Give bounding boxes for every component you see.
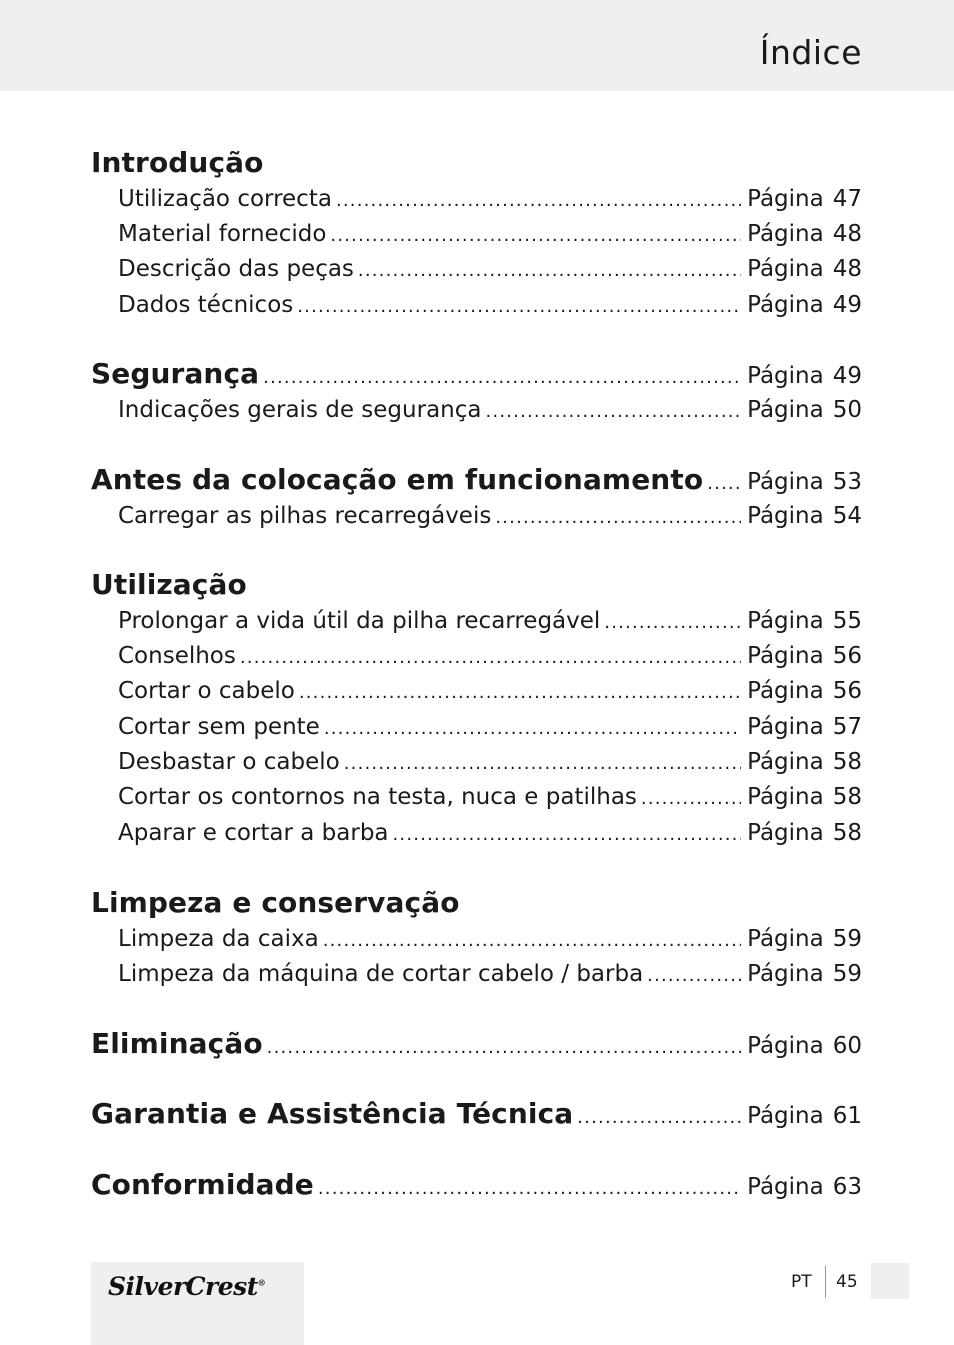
entry-title: Conselhos bbox=[118, 643, 236, 669]
toc-entry bbox=[118, 678, 862, 704]
entry-title: Cortar sem pente bbox=[118, 714, 320, 740]
toc-entry bbox=[118, 256, 862, 282]
page-num: 60 bbox=[832, 1033, 862, 1059]
silvercrest-logo: SilverCrest® bbox=[108, 1272, 266, 1301]
section-title: Utilização bbox=[91, 568, 247, 601]
footer-corner-block bbox=[871, 1263, 909, 1299]
toc-section-heading bbox=[91, 568, 862, 601]
page-num: 56 bbox=[832, 678, 862, 704]
dot-leader bbox=[267, 1037, 741, 1058]
entry-title: Limpeza da caixa bbox=[118, 926, 319, 952]
section-title: Segurança bbox=[91, 357, 260, 390]
page-num: 53 bbox=[832, 469, 862, 495]
toc-entry bbox=[118, 186, 862, 212]
page-word: Página bbox=[747, 820, 824, 846]
toc-entry bbox=[118, 784, 862, 810]
toc-entry bbox=[118, 749, 862, 775]
dot-leader bbox=[641, 788, 741, 809]
page-reference bbox=[747, 643, 862, 669]
page-reference bbox=[747, 469, 862, 495]
toc-entry bbox=[118, 221, 862, 247]
page-num: 59 bbox=[832, 926, 862, 952]
page-reference bbox=[747, 1033, 862, 1059]
dot-leader bbox=[318, 1178, 741, 1199]
page-word: Página bbox=[747, 1103, 824, 1129]
page-num: 49 bbox=[832, 292, 862, 318]
toc-section-heading bbox=[91, 146, 862, 179]
toc-entry bbox=[118, 820, 862, 846]
toc-section-heading bbox=[91, 357, 862, 390]
entry-title: Aparar e cortar a barba bbox=[118, 820, 389, 846]
section-title: Eliminação bbox=[91, 1027, 263, 1060]
page-num: 61 bbox=[832, 1103, 862, 1129]
toc-section-heading bbox=[91, 1168, 862, 1201]
entry-title: Material fornecido bbox=[118, 221, 327, 247]
page-word: Página bbox=[747, 469, 824, 495]
page-word: Página bbox=[747, 221, 824, 247]
dot-leader bbox=[330, 225, 741, 246]
page-reference bbox=[747, 820, 862, 846]
page-word: Página bbox=[747, 961, 824, 987]
toc-section-heading bbox=[91, 1027, 862, 1060]
page-num: 57 bbox=[832, 714, 862, 740]
dot-leader bbox=[604, 612, 741, 633]
dot-leader bbox=[707, 473, 741, 494]
dot-leader bbox=[324, 718, 741, 739]
entry-title: Descrição das peças bbox=[118, 256, 354, 282]
page-reference bbox=[747, 926, 862, 952]
toc-section-heading bbox=[91, 1097, 862, 1130]
page-num: 58 bbox=[832, 749, 862, 775]
page-word: Página bbox=[747, 678, 824, 704]
footer-divider bbox=[825, 1266, 826, 1298]
dot-leader bbox=[240, 647, 741, 668]
dot-leader bbox=[336, 190, 741, 211]
section-title: Garantia e Assistência Técnica bbox=[91, 1097, 574, 1130]
page-num: 55 bbox=[832, 608, 862, 634]
page-word: Página bbox=[747, 714, 824, 740]
dot-leader bbox=[393, 824, 742, 845]
page-word: Página bbox=[747, 1033, 824, 1059]
page-word: Página bbox=[747, 926, 824, 952]
page-reference bbox=[747, 363, 862, 389]
page-reference bbox=[747, 292, 862, 318]
toc-entry bbox=[118, 961, 862, 987]
page-word: Página bbox=[747, 397, 824, 423]
page-num: 63 bbox=[832, 1174, 862, 1200]
toc-entry bbox=[118, 608, 862, 634]
toc-entry bbox=[118, 714, 862, 740]
page-reference bbox=[747, 714, 862, 740]
entry-title: Carregar as pilhas recarregáveis bbox=[118, 503, 492, 529]
page-reference bbox=[747, 784, 862, 810]
page-reference bbox=[747, 1174, 862, 1200]
dot-leader bbox=[358, 260, 741, 281]
entry-title: Cortar os contornos na testa, nuca e patilhas bbox=[118, 784, 637, 810]
toc-section-heading bbox=[91, 463, 862, 496]
section-title: Limpeza e conservação bbox=[91, 886, 460, 919]
entry-title: Limpeza da máquina de cortar cabelo / barba bbox=[118, 961, 644, 987]
page-reference bbox=[747, 256, 862, 282]
page-num: 48 bbox=[832, 256, 862, 282]
page-word: Página bbox=[747, 643, 824, 669]
page-num: 50 bbox=[832, 397, 862, 423]
page-num: 58 bbox=[832, 784, 862, 810]
page-word: Página bbox=[747, 292, 824, 318]
page-num: 47 bbox=[832, 186, 862, 212]
page-reference bbox=[747, 397, 862, 423]
page-reference bbox=[747, 749, 862, 775]
page-num: 54 bbox=[832, 503, 862, 529]
toc-entry bbox=[118, 397, 862, 423]
page-word: Página bbox=[747, 608, 824, 634]
page-num: 59 bbox=[832, 961, 862, 987]
entry-title: Prolongar a vida útil da pilha recarregável bbox=[118, 608, 601, 634]
entry-title: Dados técnicos bbox=[118, 292, 294, 318]
section-title: Introdução bbox=[91, 146, 264, 179]
page-word: Página bbox=[747, 749, 824, 775]
entry-title: Cortar o cabelo bbox=[118, 678, 295, 704]
dot-leader bbox=[647, 965, 741, 986]
dot-leader bbox=[299, 682, 741, 703]
page-word: Página bbox=[747, 363, 824, 389]
dot-leader bbox=[577, 1107, 741, 1128]
page-reference bbox=[747, 1103, 862, 1129]
page-num: 58 bbox=[832, 820, 862, 846]
page-word: Página bbox=[747, 784, 824, 810]
page-word: Página bbox=[747, 256, 824, 282]
toc-entry bbox=[118, 643, 862, 669]
page-word: Página bbox=[747, 1174, 824, 1200]
toc-entry bbox=[118, 503, 862, 529]
toc-section-heading bbox=[91, 886, 862, 919]
page-reference bbox=[747, 608, 862, 634]
dot-leader bbox=[344, 753, 741, 774]
page-reference bbox=[747, 503, 862, 529]
dot-leader bbox=[297, 296, 741, 317]
section-title: Conformidade bbox=[91, 1168, 314, 1201]
page-reference bbox=[747, 221, 862, 247]
page-reference bbox=[747, 678, 862, 704]
dot-leader bbox=[263, 367, 741, 388]
toc-entry bbox=[118, 292, 862, 318]
entry-title: Utilização correcta bbox=[118, 186, 332, 212]
dot-leader bbox=[485, 401, 741, 422]
section-title: Antes da colocação em funcionamento bbox=[91, 463, 704, 496]
page-word: Página bbox=[747, 503, 824, 529]
dot-leader bbox=[323, 930, 741, 951]
page-num: 56 bbox=[832, 643, 862, 669]
entry-title: Indicações gerais de segurança bbox=[118, 397, 482, 423]
dot-leader bbox=[495, 507, 741, 528]
language-code: PT bbox=[791, 1272, 812, 1292]
page-number: 45 bbox=[836, 1272, 858, 1292]
toc-entry bbox=[118, 926, 862, 952]
page-word: Página bbox=[747, 186, 824, 212]
page-reference bbox=[747, 961, 862, 987]
page-num: 49 bbox=[832, 363, 862, 389]
page-num: 48 bbox=[832, 221, 862, 247]
page-reference bbox=[747, 186, 862, 212]
entry-title: Desbastar o cabelo bbox=[118, 749, 340, 775]
page-title: Índice bbox=[759, 33, 862, 72]
